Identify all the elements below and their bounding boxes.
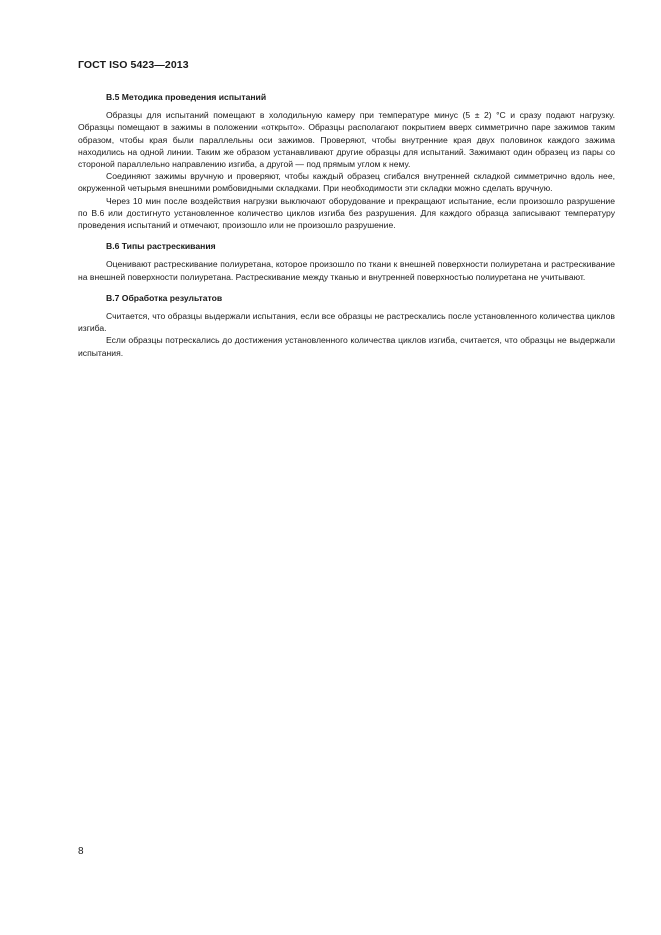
paragraph: Образцы для испытаний помещают в холодильную камеру при температуре минус (5 ± 2) °С и сразу подают нагрузку. Образцы помещают в зажимы в положении «открыто». Образцы располагают покрытием вверх симметрично паре зажимов таким образом, чтобы края были параллельны оси зажимов. Проверяют, чтобы внутренние края двух половинок каждого зажима находились на одной линии. Таким же образом устанавливают другие образцы для испытаний. Зажимают один образец из пары со стороной параллельно направлению изгиба, а другой — под прямым углом к нему.: [78, 110, 615, 170]
paragraph: Через 10 мин после воздействия нагрузки выключают оборудование и прекращают испытание, если произошло разрушение по B.6 или достигнуто установленное количество циклов изгиба без разрушения. Для каждого образца записывают температуру проведения испытаний и отмечают, произошло или не произошло разрушение.: [78, 195, 615, 231]
section-b6: [78, 240, 615, 283]
document-body: [78, 91, 615, 368]
document-header: ГОСТ ISO 5423—2013: [78, 59, 189, 71]
section-title: B.6 Типы растрескивания: [106, 241, 216, 252]
paragraph: Считается, что образцы выдержали испытания, если все образцы не растрескались после установленного количества циклов изгиба.: [78, 311, 615, 334]
paragraph: Оценивают растрескивание полиуретана, которое произошло по ткани к внешней поверхности полиуретана и растрескивание на внешней поверхности полиуретана. Растрескивание между тканью и внутренней поверхностью полиуретана не учитывают.: [78, 259, 615, 282]
section-title: B.7 Обработка результатов: [106, 292, 223, 303]
section-title: B.5 Методика проведения испытаний: [106, 92, 267, 102]
paragraph: Если образцы потрескались до достижения установленного количества циклов изгиба, считается, что образцы не выдержали испытания.: [78, 335, 615, 358]
page-number: 8: [78, 846, 84, 857]
paragraph: Соединяют зажимы вручную и проверяют, чтобы каждый образец сгибался внутренней складкой симметрично вдоль нее, окруженной четырьмя внешними ромбовидными складками. При необходимости эти складки можно сделать вручную.: [78, 171, 615, 194]
section-b5: [78, 91, 615, 231]
section-b7: [78, 292, 615, 359]
